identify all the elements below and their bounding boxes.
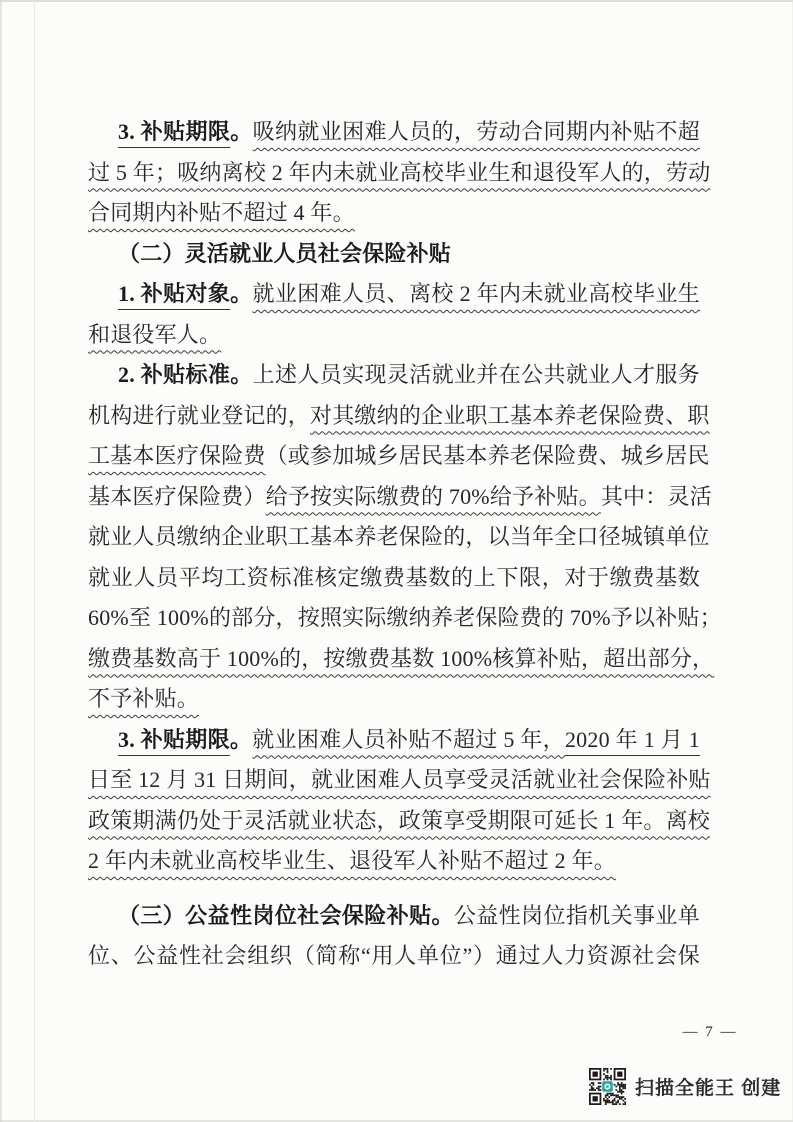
- text-segment: 上述人员实现灵活就业并在公共就业人才服务: [252, 362, 700, 387]
- text-segment: 位、公益性社会组织（简称“用人单位”）通过人力资源社会保: [88, 943, 700, 968]
- text-line: [88, 396, 710, 437]
- document-body: [88, 112, 722, 977]
- text-segment: 就业困难人员、离校 2 年内未就业高校毕业生: [252, 281, 700, 306]
- text-line: [88, 760, 711, 801]
- text-segment: 给予按实际缴费的 70%给予补贴。: [265, 483, 601, 509]
- text-segment: 就业人员平均工资标准核定缴费基数的上下限，对于缴费基数: [88, 564, 700, 590]
- watermark-label: 扫描全能王 创建: [635, 1078, 782, 1099]
- scan-fold-line: [34, 0, 35, 1122]
- text-segment: 对其缴纳的企业职工基本养老保险费、职: [310, 402, 710, 428]
- scan-edge-left: [0, 0, 2, 1122]
- text-line: [88, 841, 700, 882]
- text-segment: 1. 补贴对象: [118, 281, 231, 306]
- text-segment: 60%至 100%的部分，按照实际缴纳养老保险费的 70%予以补贴；: [88, 605, 722, 630]
- text-segment: 政策期满仍处于灵活就业状态，政策享受期限可延长 1 年。离校: [88, 807, 711, 833]
- text-line: [88, 558, 700, 599]
- text-line: [88, 112, 700, 153]
- text-line: [88, 193, 700, 234]
- text-segment: 2. 补贴标准。: [118, 362, 253, 387]
- text-segment: 缴费基数高于 100%的，按缴费基数 100%核算补贴，超出部分，: [88, 645, 715, 671]
- text-line: [88, 355, 700, 396]
- text-line: [88, 679, 700, 720]
- text-segment: （二）灵活就业人员社会保险补贴: [118, 240, 452, 266]
- text-segment: 日至 12 月 31 日期间，就业困难人员享受灵活就业社会保险补贴: [88, 767, 711, 792]
- text-segment: 3. 补贴期限: [118, 726, 230, 752]
- text-segment: 工基本医疗保险费: [88, 443, 266, 468]
- text-segment: 机构进行就业登记的，: [88, 402, 311, 428]
- text-segment: 3. 补贴期限: [118, 119, 231, 144]
- text-segment: 2020 年 1 月 1: [564, 726, 701, 752]
- text-segment: （或参加城乡居民基本养老保险费、城乡居民: [265, 443, 710, 468]
- text-segment: （三）公益性岗位社会保险补贴。: [118, 902, 454, 928]
- text-segment: 2 年内未就业高校毕业生、退役军人补贴不超过 2 年。: [88, 848, 616, 873]
- page-number: — 7 —: [682, 1024, 738, 1040]
- text-line: [88, 896, 700, 937]
- text-line: [88, 639, 715, 680]
- text-segment: 。: [229, 726, 253, 752]
- text-segment: 公益性岗位指机关事业单: [453, 902, 700, 928]
- text-line: [88, 436, 710, 477]
- text-segment: 吸纳就业困难人员的，劳动合同期内补贴不超: [252, 119, 700, 144]
- text-line: [88, 153, 711, 194]
- text-line: [88, 801, 711, 842]
- text-segment: 不予补贴。: [88, 686, 200, 711]
- text-segment: 就业困难人员补贴不超过 5 年，: [252, 726, 565, 752]
- text-segment: 和退役军人。: [88, 321, 222, 347]
- text-segment: 合同期内补贴不超过 4 年。: [88, 200, 355, 225]
- text-line: [88, 234, 700, 275]
- watermark: [589, 1068, 781, 1105]
- text-segment: 。: [230, 281, 253, 306]
- text-line: [88, 517, 710, 558]
- text-line: [88, 274, 700, 315]
- text-segment: 过 5 年；吸纳离校 2 年内未就业高校毕业生和退役军人的，劳动: [88, 159, 711, 185]
- text-line: [88, 598, 722, 639]
- scan-edge-top: [0, 0, 793, 2]
- text-line: [88, 936, 700, 977]
- text-line: [88, 315, 700, 356]
- text-segment: 。: [230, 119, 253, 144]
- text-segment: 基本医疗保险费）: [88, 483, 266, 509]
- text-segment: 就业人员缴纳企业职工基本养老保险的，以当年全口径城镇单位: [88, 524, 710, 549]
- text-segment: 其中：灵活: [600, 483, 712, 509]
- qr-code-icon: [589, 1068, 626, 1105]
- text-line: [88, 477, 712, 518]
- text-line: [88, 720, 700, 761]
